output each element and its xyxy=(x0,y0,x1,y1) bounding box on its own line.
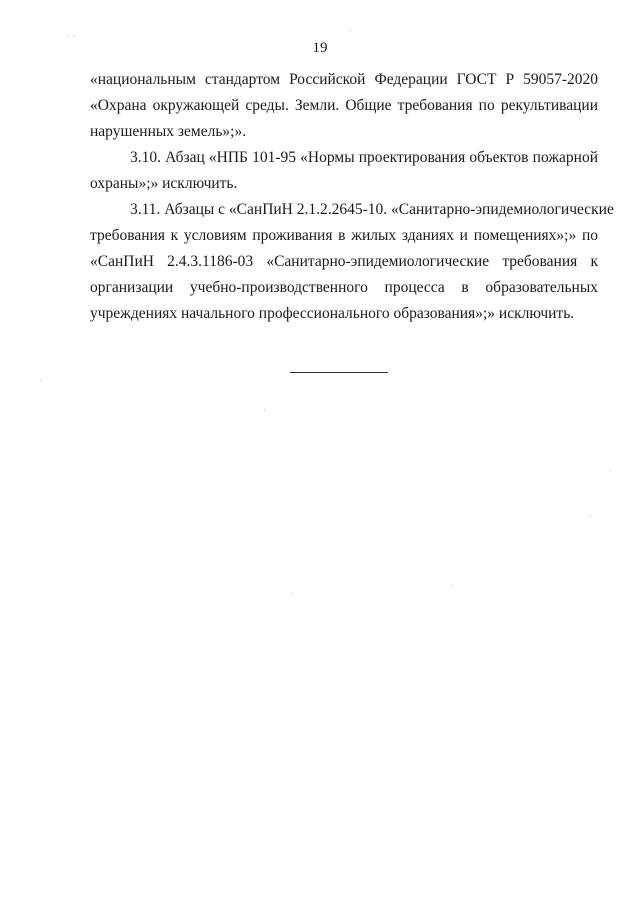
text-line: «СанПиН 2.4.3.1186-03 «Санитарно-эпидемиологические требования к xyxy=(90,253,598,270)
text-line: организации учебно-производственного процесса в образовательных xyxy=(90,279,598,296)
text-line: 3.10. Абзац «НПБ 101-95 «Нормы проектирования объектов пожарной xyxy=(130,149,598,166)
scan-speck xyxy=(610,470,611,471)
text-line: охраны»;» исключить. xyxy=(90,175,238,192)
scan-speck xyxy=(292,593,293,594)
scan-speck xyxy=(74,36,75,37)
page-number: 19 xyxy=(312,40,328,56)
text-line: нарушенных земель»;». xyxy=(90,123,247,140)
text-line: «Охрана окружающей среды. Земли. Общие требования по рекультивации xyxy=(90,97,598,114)
paragraph-gost-continuation xyxy=(90,67,598,145)
end-of-text-rule xyxy=(290,372,388,373)
paragraph-3-11 xyxy=(90,197,614,327)
text-line: «национальным стандартом Российской Федерации ГОСТ Р 59057-2020 xyxy=(90,71,598,88)
scan-speck xyxy=(264,410,265,411)
document-body xyxy=(90,67,614,327)
text-line: учреждениях начального профессионального образования»;» исключить. xyxy=(90,305,575,322)
scan-speck xyxy=(590,515,591,516)
text-line: требования к условиям проживания в жилых зданиях и помещениях»;» по xyxy=(90,227,598,244)
scan-speck xyxy=(350,30,351,31)
paragraph-3-10 xyxy=(90,145,598,197)
text-line: 3.11. Абзацы с «СанПиН 2.1.2.2645-10. «Санитарно-эпидемиологические xyxy=(130,201,614,218)
scan-speck xyxy=(68,36,69,37)
scan-speck xyxy=(40,380,41,381)
scan-speck xyxy=(452,585,453,586)
